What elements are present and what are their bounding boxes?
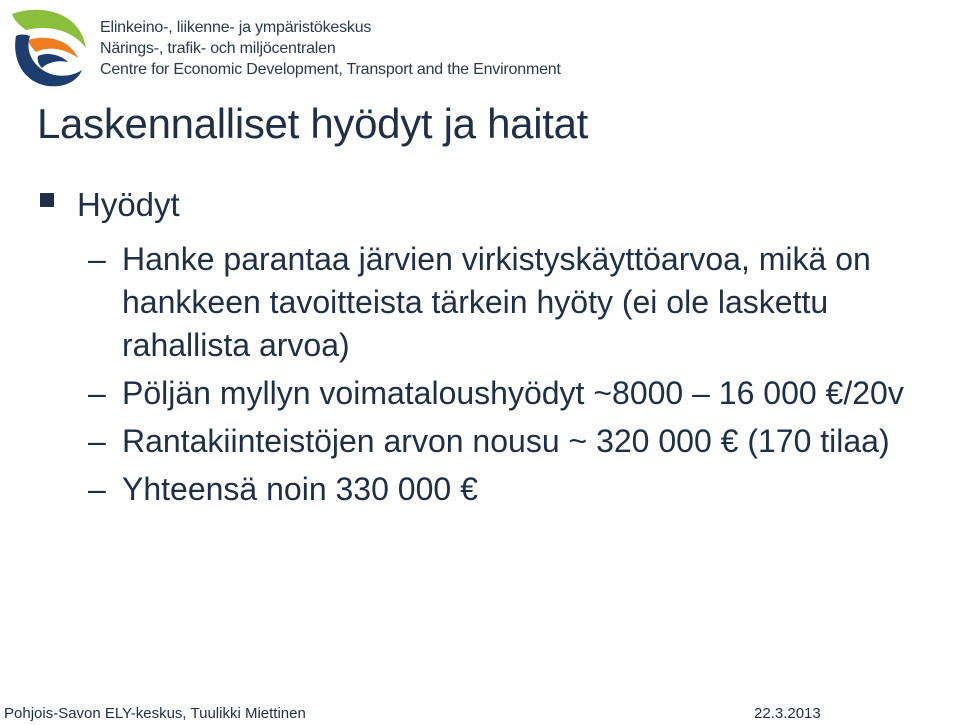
- org-name-finnish: Elinkeino-, liikenne- ja ympäristökeskus: [100, 19, 372, 36]
- header: [0, 0, 960, 90]
- dash-bullet: –: [88, 375, 106, 411]
- bullet-label: Hyödyt: [77, 186, 180, 223]
- footer: [0, 702, 960, 725]
- dash-bullet: –: [88, 241, 106, 277]
- slide-title: Laskennalliset hyödyt ja haitat: [37, 100, 589, 147]
- benefits-list: [88, 238, 958, 516]
- footer-date: 22.3.2013: [754, 705, 821, 722]
- list-item-text: Rantakiinteistöjen arvon nousu ~ 320 000 € (170 tilaa): [122, 423, 890, 459]
- list-item-text: Pöljän myllyn voimataloushyödyt ~8000 – 16 000 €/20v: [122, 375, 904, 411]
- list-item-text: Hanke parantaa järvien virkistyskäyttöarvoa, mikä on hankkeen tavoitteista tärkein hyöty (ei ole laskettu rahallista arvoa): [122, 241, 871, 363]
- dash-bullet: –: [88, 471, 106, 507]
- organization-names: [100, 17, 561, 80]
- list-item-text: Yhteensä noin 330 000 €: [122, 471, 478, 507]
- square-bullet-icon: [40, 193, 54, 207]
- list-item: [88, 468, 958, 511]
- list-item: [88, 420, 958, 463]
- dash-bullet: –: [88, 423, 106, 459]
- footer-author: Pohjois-Savon ELY-keskus, Tuulikki Miettinen: [4, 705, 306, 722]
- org-name-english: Centre for Economic Development, Transport and the Environment: [100, 61, 561, 78]
- list-item: [88, 238, 958, 367]
- ely-logo: [8, 6, 90, 88]
- org-name-swedish: Närings-, trafik- och miljöcentralen: [100, 40, 336, 57]
- list-item: [88, 372, 958, 415]
- ely-logo-icon: [8, 6, 90, 88]
